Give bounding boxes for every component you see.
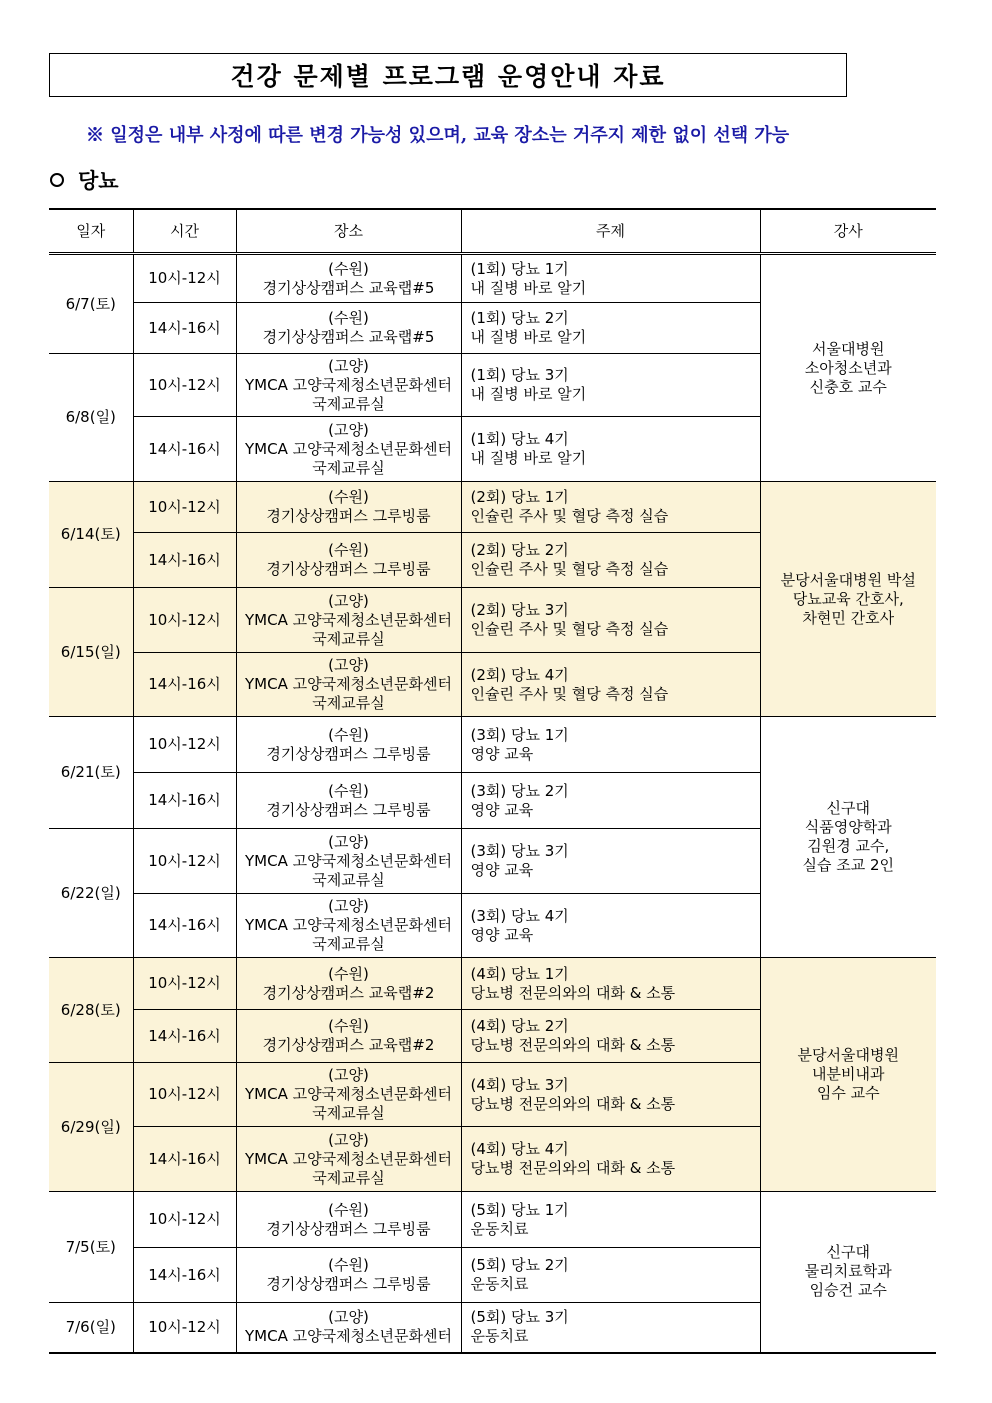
- place-line: (고양): [328, 1130, 369, 1149]
- page-title: 건강 문제별 프로그램 운영안내 자료: [230, 62, 666, 91]
- place-cell: [236, 417, 461, 482]
- lecturer-line: 임승건 교수: [809, 1281, 887, 1300]
- topic-line: (1회) 당뇨 1기: [470, 259, 569, 278]
- topic-cell: [461, 254, 760, 303]
- header-date: 일자: [49, 209, 133, 254]
- topic-cell: [461, 958, 760, 1010]
- place-cell: [236, 829, 461, 894]
- place-line: YMCA 고양국제청소년문화센터: [245, 851, 452, 870]
- place-cell: [236, 894, 461, 958]
- place-line: 경기상상캠퍼스 교육랩#2: [262, 983, 435, 1002]
- lecturer-line: 차현민 간호사: [802, 608, 895, 627]
- topic-line: 당뇨병 전문의와의 대화 & 소통: [470, 1159, 676, 1177]
- place-line: (고양): [328, 1308, 369, 1327]
- place-line: (수원): [328, 309, 369, 327]
- place-cell: [236, 354, 461, 417]
- topic-cell: [461, 1127, 760, 1192]
- place-line: 경기상상캠퍼스 그루빙룸: [266, 800, 431, 819]
- place-cell: [236, 1063, 461, 1127]
- topic-cell: [461, 354, 760, 417]
- date-cell: 6/21(토): [49, 717, 133, 829]
- topic-line: (2회) 당뇨 4기: [470, 665, 569, 684]
- place-cell: [236, 1127, 461, 1192]
- place-cell: [236, 958, 461, 1010]
- lecturer-line: 분당서울대병원 박설: [780, 570, 916, 589]
- place-line: 경기상상캠퍼스 교육랩#2: [262, 1036, 435, 1054]
- place-line: (수원): [328, 725, 369, 744]
- topic-line: (2회) 당뇨 3기: [470, 601, 569, 619]
- time-cell: 10시-12시: [133, 958, 236, 1010]
- topic-cell: [461, 303, 760, 354]
- time-cell: 10시-12시: [133, 829, 236, 894]
- place-cell: [236, 717, 461, 773]
- topic-line: (5회) 당뇨 2기: [470, 1256, 569, 1274]
- topic-line: (1회) 당뇨 3기: [470, 366, 569, 384]
- topic-line: 운동치료: [470, 1219, 529, 1238]
- place-line: (수원): [328, 1200, 369, 1219]
- topic-line: 내 질병 바로 알기: [470, 449, 587, 467]
- place-cell: [236, 533, 461, 588]
- topic-line: (5회) 당뇨 3기: [470, 1308, 569, 1327]
- table-row: [49, 1192, 936, 1248]
- time-cell: 14시-16시: [133, 773, 236, 829]
- place-line: (고양): [328, 832, 369, 851]
- place-line: YMCA 고양국제청소년문화센터: [245, 1327, 452, 1346]
- topic-line: 영양 교육: [470, 800, 534, 819]
- place-line: 경기상상캠퍼스 교육랩#5: [262, 328, 435, 346]
- topic-line: 인슐린 주사 및 혈당 측정 실습: [470, 684, 669, 703]
- place-line: YMCA 고양국제청소년문화센터: [245, 439, 452, 458]
- lecturer-line: 식품영양학과: [804, 818, 892, 836]
- place-line: (고양): [328, 356, 369, 375]
- topic-cell: [461, 894, 760, 958]
- place-line: 경기상상캠퍼스 그루빙룸: [266, 507, 431, 525]
- place-cell: [236, 773, 461, 829]
- place-line: YMCA 고양국제청소년문화센터: [245, 610, 452, 629]
- topic-cell: [461, 1248, 760, 1303]
- topic-line: 당뇨병 전문의와의 대화 & 소통: [470, 1094, 676, 1113]
- topic-line: 영양 교육: [470, 925, 534, 944]
- lecturer-cell: [760, 1192, 936, 1353]
- place-cell: [236, 653, 461, 717]
- topic-line: 인슐린 주사 및 혈당 측정 실습: [470, 560, 669, 578]
- place-line: (수원): [328, 781, 369, 800]
- topic-line: (2회) 당뇨 2기: [470, 541, 569, 559]
- place-line: 국제교류실: [312, 629, 385, 648]
- place-line: (수원): [328, 541, 369, 559]
- place-cell: [236, 588, 461, 653]
- topic-line: 운동치료: [470, 1327, 529, 1346]
- topic-cell: [461, 1303, 760, 1353]
- lecturer-line: 실습 조교 2인: [802, 856, 895, 874]
- topic-line: (3회) 당뇨 3기: [470, 842, 569, 860]
- lecturer-line: 소아청소년과: [804, 358, 892, 377]
- circle-bullet-icon: [50, 173, 64, 187]
- time-cell: 14시-16시: [133, 894, 236, 958]
- place-line: 경기상상캠퍼스 그루빙룸: [266, 1219, 431, 1238]
- time-cell: 10시-12시: [133, 354, 236, 417]
- lecturer-line: 물리치료학과: [804, 1262, 892, 1281]
- time-cell: 14시-16시: [133, 303, 236, 354]
- time-cell: 10시-12시: [133, 482, 236, 533]
- time-cell: 14시-16시: [133, 653, 236, 717]
- date-cell: 6/28(토): [49, 958, 133, 1063]
- place-line: (고양): [328, 656, 369, 674]
- lecturer-line: 신충호 교수: [809, 377, 887, 396]
- place-line: (고양): [328, 897, 369, 915]
- date-cell: 7/5(토): [49, 1192, 133, 1303]
- topic-line: (5회) 당뇨 1기: [470, 1200, 569, 1219]
- topic-line: 운동치료: [470, 1275, 529, 1293]
- header-topic: 주제: [461, 209, 760, 254]
- place-line: (수원): [328, 259, 369, 278]
- topic-line: 영양 교육: [470, 861, 534, 879]
- topic-cell: [461, 653, 760, 717]
- place-line: YMCA 고양국제청소년문화센터: [245, 375, 452, 394]
- lecturer-line: 신구대: [826, 799, 870, 817]
- date-cell: 6/7(토): [49, 254, 133, 354]
- schedule-table: [49, 208, 936, 1354]
- place-line: YMCA 고양국제청소년문화센터: [245, 675, 452, 693]
- place-line: (고양): [328, 1066, 369, 1084]
- topic-line: 당뇨병 전문의와의 대화 & 소통: [470, 983, 676, 1002]
- place-line: (수원): [328, 1017, 369, 1035]
- lecturer-line: 분당서울대병원: [797, 1046, 899, 1064]
- lecturer-line: 김원경 교수,: [807, 837, 890, 855]
- place-cell: [236, 1010, 461, 1063]
- topic-line: (1회) 당뇨 2기: [470, 309, 569, 327]
- lecturer-line: 신구대: [826, 1243, 870, 1262]
- date-cell: 6/14(토): [49, 482, 133, 588]
- place-cell: [236, 482, 461, 533]
- notice-text: ※ 일정은 내부 사정에 따른 변경 가능성 있으며, 교육 장소는 거주지 제한 없이 선택 가능: [86, 125, 790, 146]
- lecturer-line: 당뇨교육 간호사,: [792, 589, 904, 608]
- place-line: 경기상상캠퍼스 그루빙룸: [266, 744, 431, 763]
- topic-cell: [461, 829, 760, 894]
- place-line: (수원): [328, 1256, 369, 1274]
- place-line: 경기상상캠퍼스 교육랩#5: [262, 278, 435, 297]
- place-line: 국제교류실: [312, 870, 385, 889]
- topic-line: (2회) 당뇨 1기: [470, 488, 569, 506]
- place-line: 경기상상캠퍼스 그루빙룸: [266, 560, 431, 578]
- time-cell: 10시-12시: [133, 254, 236, 303]
- topic-line: 인슐린 주사 및 혈당 측정 실습: [470, 620, 669, 638]
- place-cell: [236, 1192, 461, 1248]
- place-cell: [236, 303, 461, 354]
- topic-line: (4회) 당뇨 3기: [470, 1075, 569, 1094]
- lecturer-cell: [760, 717, 936, 958]
- topic-line: (3회) 당뇨 4기: [470, 906, 569, 925]
- place-line: 국제교류실: [312, 935, 385, 953]
- lecturer-line: 내분비내과: [812, 1065, 885, 1083]
- table-row: [49, 717, 936, 773]
- section-heading: [50, 165, 119, 195]
- date-cell: 6/29(일): [49, 1063, 133, 1192]
- topic-cell: [461, 417, 760, 482]
- lecturer-cell: [760, 482, 936, 717]
- place-line: (고양): [328, 591, 369, 610]
- topic-line: (4회) 당뇨 4기: [470, 1140, 569, 1158]
- lecturer-cell: [760, 254, 936, 482]
- topic-cell: [461, 1010, 760, 1063]
- place-cell: [236, 254, 461, 303]
- topic-line: (4회) 당뇨 1기: [470, 964, 569, 983]
- time-cell: 14시-16시: [133, 417, 236, 482]
- place-line: 국제교류실: [312, 1168, 385, 1187]
- place-line: (수원): [328, 488, 369, 506]
- table-header-row: [49, 209, 936, 254]
- place-line: (고양): [328, 420, 369, 439]
- header-time: 시간: [133, 209, 236, 254]
- topic-line: 당뇨병 전문의와의 대화 & 소통: [470, 1036, 676, 1054]
- topic-line: 영양 교육: [470, 744, 534, 763]
- header-place: 장소: [236, 209, 461, 254]
- topic-cell: [461, 533, 760, 588]
- topic-line: (4회) 당뇨 2기: [470, 1017, 569, 1035]
- lecturer-cell: [760, 958, 936, 1192]
- time-cell: 10시-12시: [133, 1303, 236, 1353]
- topic-cell: [461, 1063, 760, 1127]
- time-cell: 10시-12시: [133, 1192, 236, 1248]
- topic-cell: [461, 482, 760, 533]
- topic-line: 인슐린 주사 및 혈당 측정 실습: [470, 507, 669, 525]
- topic-line: (3회) 당뇨 1기: [470, 725, 569, 744]
- date-cell: 6/8(일): [49, 354, 133, 482]
- place-line: 국제교류실: [312, 1104, 385, 1122]
- time-cell: 10시-12시: [133, 588, 236, 653]
- date-cell: 6/15(일): [49, 588, 133, 717]
- time-cell: 14시-16시: [133, 1127, 236, 1192]
- topic-line: 내 질병 바로 알기: [470, 278, 587, 297]
- topic-line: 내 질병 바로 알기: [470, 328, 587, 346]
- table-row: [49, 958, 936, 1010]
- topic-cell: [461, 1192, 760, 1248]
- table-row: [49, 482, 936, 533]
- place-line: 국제교류실: [312, 694, 385, 712]
- topic-line: (3회) 당뇨 2기: [470, 781, 569, 800]
- time-cell: 10시-12시: [133, 717, 236, 773]
- header-lecturer: 강사: [760, 209, 936, 254]
- topic-cell: [461, 588, 760, 653]
- date-cell: 6/22(일): [49, 829, 133, 958]
- place-cell: [236, 1303, 461, 1353]
- place-line: YMCA 고양국제청소년문화센터: [245, 1149, 452, 1168]
- place-cell: [236, 1248, 461, 1303]
- place-line: (수원): [328, 964, 369, 983]
- time-cell: 10시-12시: [133, 1063, 236, 1127]
- topic-line: 내 질병 바로 알기: [470, 385, 587, 403]
- topic-line: (1회) 당뇨 4기: [470, 430, 569, 448]
- title-box: [49, 53, 847, 97]
- section-label: 당뇨: [78, 168, 119, 193]
- date-cell: 7/6(일): [49, 1303, 133, 1353]
- time-cell: 14시-16시: [133, 1248, 236, 1303]
- place-line: 경기상상캠퍼스 그루빙룸: [266, 1275, 431, 1293]
- place-line: YMCA 고양국제청소년문화센터: [245, 916, 452, 934]
- lecturer-line: 서울대병원: [812, 339, 885, 358]
- place-line: 국제교류실: [312, 458, 385, 477]
- lecturer-line: 임수 교수: [816, 1084, 880, 1102]
- place-line: 국제교류실: [312, 394, 385, 413]
- table-row: [49, 254, 936, 303]
- topic-cell: [461, 717, 760, 773]
- place-line: YMCA 고양국제청소년문화센터: [245, 1085, 452, 1103]
- topic-cell: [461, 773, 760, 829]
- time-cell: 14시-16시: [133, 1010, 236, 1063]
- time-cell: 14시-16시: [133, 533, 236, 588]
